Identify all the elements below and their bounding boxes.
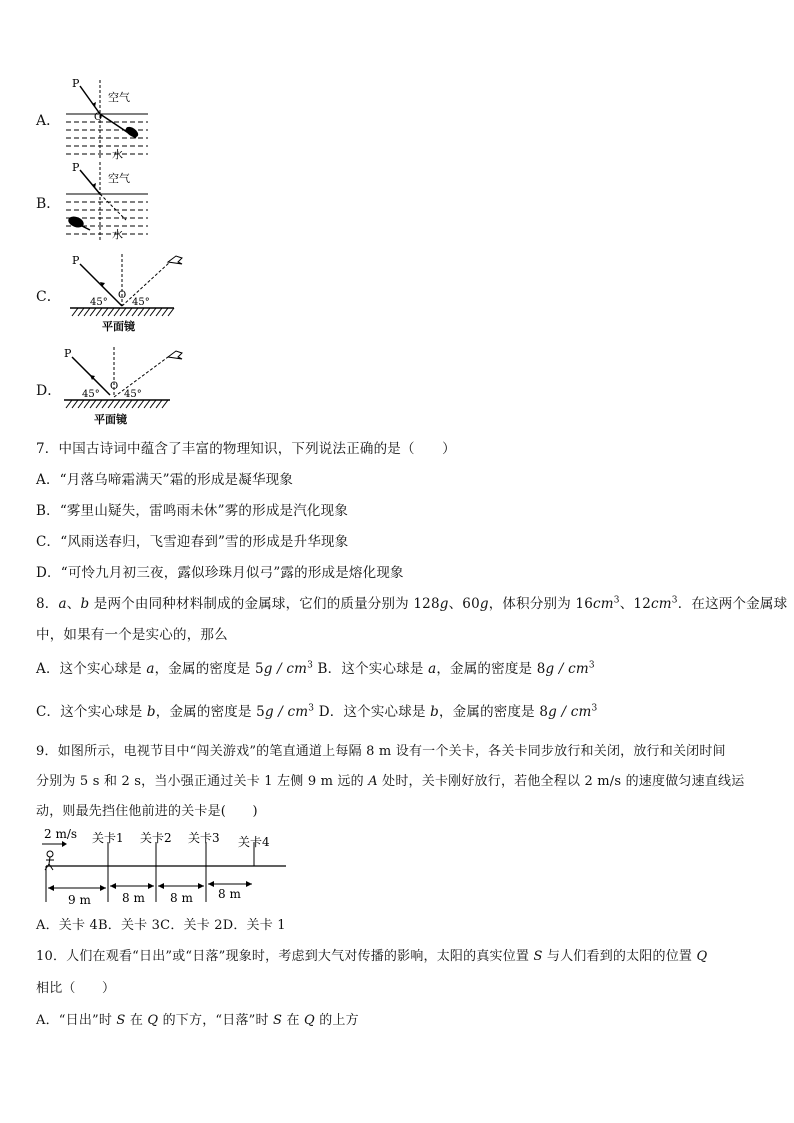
q7-option-d[interactable]: D．“可怜九月初三夜，露似珍珠月似弓”露的形成是熔化现象 bbox=[36, 565, 404, 581]
q6-figure-c bbox=[66, 250, 190, 336]
q9-line2-post: 处时，关卡刚好放行，若他全程以 2 m/s 的速度做匀速直线运 bbox=[377, 774, 745, 789]
fig-a-label-o: O bbox=[94, 112, 103, 123]
q9-figure-track bbox=[36, 822, 296, 912]
q8-opt-d-var: b bbox=[430, 704, 439, 720]
fig-d-label-mirror: 平面镜 bbox=[94, 413, 127, 426]
q10-var-q: Q bbox=[696, 949, 708, 964]
q8-option-d[interactable] bbox=[314, 704, 597, 720]
q10-opt-a-q1: Q bbox=[147, 1013, 159, 1028]
q8-text-2: 、60 bbox=[448, 596, 480, 612]
q9-stem-line1: 9．如图所示，电视节目中“闯关游戏”的笔直通道上每隔 8 m 设有一个关卡，各关卡同步放行和关闭，放行和关闭时间 bbox=[36, 744, 726, 759]
q6-option-c-label[interactable]: C． bbox=[36, 289, 61, 305]
fig-b-label-water: 水 bbox=[112, 228, 123, 241]
q8-sep: 、 bbox=[66, 596, 81, 612]
q8-unit-cm-2: cm bbox=[650, 596, 672, 612]
fig-c-label-angle-right: 45° bbox=[132, 297, 150, 308]
q10-opt-a-4: 在 bbox=[282, 1013, 305, 1028]
q9-option-b[interactable]: B．关卡 3 bbox=[98, 918, 161, 933]
fig-d-label-p: P bbox=[64, 347, 72, 360]
q9-label-speed: 2 m/s bbox=[44, 827, 78, 841]
q8-opt-b-unit: g / cm bbox=[545, 661, 589, 677]
q8-option-a[interactable] bbox=[36, 661, 313, 677]
q8-option-b[interactable] bbox=[313, 661, 595, 677]
q9-gate-1: 关卡1 bbox=[92, 831, 124, 845]
fig-d-label-angle-right: 45° bbox=[124, 389, 142, 400]
q8-text-5: ．在这两个金属球 bbox=[677, 596, 788, 612]
q10-opt-a-s2: S bbox=[273, 1013, 283, 1028]
q8-opt-c-var: b bbox=[146, 704, 156, 720]
fig-a-label-water: 水 bbox=[112, 148, 123, 161]
q10-stem-line1 bbox=[36, 945, 707, 964]
fig-b-label-air: 空气 bbox=[108, 172, 130, 185]
q9-gate-3: 关卡3 bbox=[188, 831, 220, 845]
q7-option-b[interactable]: B．“雾里山疑失，雷鸣雨未休”雾的形成是汽化现象 bbox=[36, 503, 349, 519]
q8-text-1: 是两个由同种材料制成的金属球，它们的质量分别为 128 bbox=[89, 596, 440, 612]
q8-var-a: a bbox=[58, 596, 67, 612]
q10-option-a[interactable] bbox=[36, 1009, 359, 1028]
q8-opt-b-exp: 3 bbox=[588, 660, 595, 671]
q7-option-a[interactable]: A．“月落乌啼霜满天”霜的形成是凝华现象 bbox=[36, 472, 294, 488]
q10-opt-a-2: 在 bbox=[125, 1013, 148, 1028]
q9-var-a: A bbox=[368, 774, 378, 789]
fig-c-label-o: O bbox=[118, 290, 127, 301]
q8-exp-1: 3 bbox=[613, 595, 620, 606]
q6-option-a-label[interactable]: A． bbox=[36, 113, 61, 129]
q8-stem-line1 bbox=[36, 592, 787, 612]
q9-gate-2: 关卡2 bbox=[140, 831, 172, 845]
q8-opt-b-var: a bbox=[428, 661, 437, 677]
fig-c-label-mirror: 平面镜 bbox=[102, 320, 135, 333]
q10-line1-pre: 10．人们在观看“日出”或“日落”现象时，考虑到大气对传播的影响，太阳的真实位置 bbox=[36, 949, 534, 964]
q8-options-ab bbox=[36, 657, 595, 677]
q8-opt-c-unit: g / cm bbox=[264, 704, 309, 720]
q10-opt-a-s1: S bbox=[116, 1013, 126, 1028]
q9-options bbox=[36, 914, 286, 933]
q10-opt-a-1: A．“日出”时 bbox=[36, 1013, 117, 1028]
q8-opt-d-exp: 3 bbox=[591, 703, 598, 714]
q8-opt-a-var: a bbox=[146, 661, 155, 677]
q8-number: 8． bbox=[36, 596, 59, 612]
q8-exp-2: 3 bbox=[671, 595, 678, 606]
q9-line2-pre: 分别为 5 s 和 2 s，当小强正通过关卡 1 左侧 9 m 远的 bbox=[36, 774, 369, 789]
fig-c-label-angle-left: 45° bbox=[90, 297, 108, 308]
q8-opt-d-unit: g / cm bbox=[548, 704, 592, 720]
q6-option-b-label[interactable]: B． bbox=[36, 196, 61, 212]
fig-d-label-angle-left: 45° bbox=[82, 389, 100, 400]
q8-opt-b-mid: ，金属的密度是 8 bbox=[436, 661, 546, 677]
q7-stem: 7．中国古诗词中蕴含了丰富的物理知识，下列说法正确的是（ ） bbox=[36, 441, 456, 457]
q9-distance-3: 8 m bbox=[170, 891, 193, 905]
q8-unit-g-2: g bbox=[479, 596, 489, 612]
q9-stem-line2 bbox=[36, 770, 744, 789]
q8-opt-c-exp: 3 bbox=[308, 703, 315, 714]
fig-c-label-p: P bbox=[72, 254, 80, 267]
q10-line1-mid: 与人们看到的太阳的位置 bbox=[542, 949, 697, 964]
fig-d-label-o: O bbox=[110, 381, 119, 392]
q10-opt-a-q2: Q bbox=[304, 1013, 315, 1028]
q9-distance-4: 8 m bbox=[218, 887, 241, 901]
fig-a-label-air: 空气 bbox=[108, 91, 130, 104]
q6-figure-b bbox=[62, 158, 152, 243]
q10-opt-a-3: 的下方，“日落”时 bbox=[158, 1013, 274, 1028]
fig-b-label-p: P bbox=[72, 161, 80, 174]
q8-options-cd bbox=[36, 700, 597, 720]
q8-option-c[interactable] bbox=[36, 704, 314, 720]
q9-gate-4: 关卡4 bbox=[238, 835, 270, 849]
q8-opt-c-pre: C．这个实心球是 bbox=[36, 704, 147, 720]
q9-stem-line3: 动，则最先挡住他前进的关卡是( ) bbox=[36, 804, 258, 819]
q9-distance-1: 9 m bbox=[68, 893, 91, 907]
q8-var-b: b bbox=[80, 596, 90, 612]
q9-option-a[interactable]: A．关卡 4 bbox=[36, 918, 98, 933]
q7-option-c[interactable]: C．“风雨送春归，飞雪迎春到”雪的形成是升华现象 bbox=[36, 534, 349, 550]
q10-opt-a-5: 的上方 bbox=[314, 1013, 359, 1028]
q8-unit-g-1: g bbox=[439, 596, 449, 612]
q8-opt-d-pre: D．这个实心球是 bbox=[314, 704, 431, 720]
q10-var-s: S bbox=[533, 949, 543, 964]
q6-figure-d bbox=[60, 343, 190, 429]
q8-stem-line2: 中，如果有一个是实心的，那么 bbox=[36, 627, 228, 643]
q8-opt-d-mid: ，金属的密度是 8 bbox=[438, 704, 549, 720]
q8-opt-c-mid: ，金属的密度是 5 bbox=[155, 704, 265, 720]
q8-text-3: ，体积分别为 16 bbox=[488, 596, 593, 612]
q9-distance-2: 8 m bbox=[122, 891, 145, 905]
q9-option-d[interactable]: D．关卡 1 bbox=[222, 918, 286, 933]
q6-option-d-label[interactable]: D． bbox=[36, 383, 62, 399]
q8-text-4: 、12 bbox=[619, 596, 651, 612]
q8-opt-a-exp: 3 bbox=[307, 660, 314, 671]
fig-a-label-p: P bbox=[72, 77, 80, 90]
q6-figure-a bbox=[62, 74, 152, 164]
q8-opt-a-pre: A．这个实心球是 bbox=[36, 661, 147, 677]
q10-stem-line2: 相比（ ） bbox=[36, 981, 116, 996]
q8-opt-b-pre: B．这个实心球是 bbox=[313, 661, 429, 677]
q8-opt-a-mid: ，金属的密度是 5 bbox=[154, 661, 264, 677]
q9-option-c[interactable]: C．关卡 2 bbox=[160, 918, 223, 933]
q8-unit-cm-1: cm bbox=[593, 596, 614, 612]
q8-opt-a-unit: g / cm bbox=[263, 661, 308, 677]
